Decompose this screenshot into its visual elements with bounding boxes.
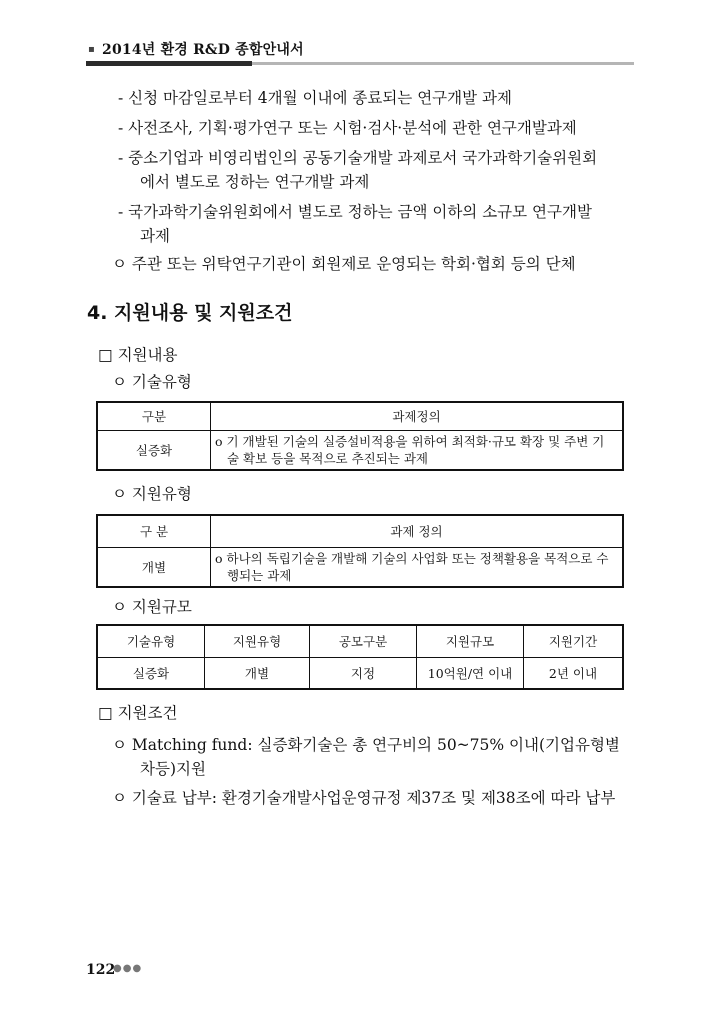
support-type-table bbox=[96, 514, 624, 588]
table-cell-definition-wrap bbox=[211, 430, 624, 470]
table-header-cell: 구분 bbox=[97, 402, 211, 430]
table-cell-definition: o 기 개발된 기술의 실증설비적용을 위하여 최적화·규모 확장 및 주변 기술 확보 등을 목적으로 추진되는 과제 bbox=[215, 433, 605, 466]
running-header-title: 2014년 환경 R&D 종합안내서 bbox=[102, 42, 304, 58]
table-header-cell: 공모구분 bbox=[310, 625, 417, 657]
condition-item: ㅇ 기술료 납부: 환경기술개발사업운영규정 제37조 및 제38조에 따라 납부 bbox=[112, 789, 616, 807]
condition-item-continued: 차등)지원 bbox=[140, 760, 206, 778]
table-header-cell: 지원규모 bbox=[417, 625, 524, 657]
tech-type-heading: ㅇ 기술유형 bbox=[112, 373, 192, 391]
dash-item: - 국가과학기술위원회에서 별도로 정하는 금액 이하의 소규모 연구개발 bbox=[118, 203, 592, 221]
table-header-cell: 기술유형 bbox=[97, 625, 205, 657]
running-header bbox=[86, 36, 634, 70]
table-cell: 10억원/연 이내 bbox=[417, 657, 524, 689]
dash-item-continued: 과제 bbox=[140, 227, 170, 245]
dash-item: - 사전조사, 기획·평가연구 또는 시험·검사·분석에 관한 연구개발과제 bbox=[118, 119, 577, 137]
table-cell-definition-wrap bbox=[211, 547, 624, 587]
table-header-cell: 과제정의 bbox=[211, 402, 624, 430]
tech-type-table bbox=[96, 401, 624, 471]
circle-item: ㅇ 주관 또는 위탁연구기관이 회원제로 운영되는 학회·협회 등의 단체 bbox=[112, 255, 576, 273]
header-mark-icon: ▪ bbox=[88, 44, 95, 55]
table-header-cell: 구 분 bbox=[97, 515, 211, 547]
support-type-heading: ㅇ 지원유형 bbox=[112, 485, 192, 503]
page-dots-icon: ●●● bbox=[113, 963, 143, 974]
table-header-cell: 지원유형 bbox=[205, 625, 310, 657]
page-number: 122 bbox=[86, 962, 116, 978]
section-title: 4. 지원내용 및 지원조건 bbox=[87, 302, 293, 324]
table-cell-definition: o 하나의 독립기술을 개발해 기술의 사업화 또는 정책활용을 목적으로 수행되는 과제 bbox=[215, 550, 609, 583]
table-cell: 2년 이내 bbox=[524, 657, 624, 689]
support-content-heading: □ 지원내용 bbox=[98, 346, 178, 364]
support-condition-heading: □ 지원조건 bbox=[98, 704, 178, 722]
table-cell: 실증화 bbox=[97, 657, 205, 689]
table-header-cell: 과제 정의 bbox=[211, 515, 624, 547]
header-rule-light bbox=[252, 62, 634, 65]
dash-item-continued: 에서 별도로 정하는 연구개발 과제 bbox=[140, 173, 370, 191]
table-cell-category: 개별 bbox=[97, 547, 211, 587]
table-cell-category: 실증화 bbox=[97, 430, 211, 470]
condition-item: ㅇ Matching fund: 실증화기술은 총 연구비의 50~75% 이내(기업유형별 bbox=[112, 736, 620, 754]
table-header-cell: 지원기간 bbox=[524, 625, 624, 657]
header-rule-dark bbox=[86, 61, 252, 66]
support-scale-heading: ㅇ 지원규모 bbox=[112, 598, 192, 616]
support-scale-table bbox=[96, 624, 624, 690]
table-cell: 지정 bbox=[310, 657, 417, 689]
dash-item: - 신청 마감일로부터 4개월 이내에 종료되는 연구개발 과제 bbox=[118, 89, 512, 107]
dash-item: - 중소기업과 비영리법인의 공동기술개발 과제로서 국가과학기술위원회 bbox=[118, 149, 598, 167]
table-cell: 개별 bbox=[205, 657, 310, 689]
